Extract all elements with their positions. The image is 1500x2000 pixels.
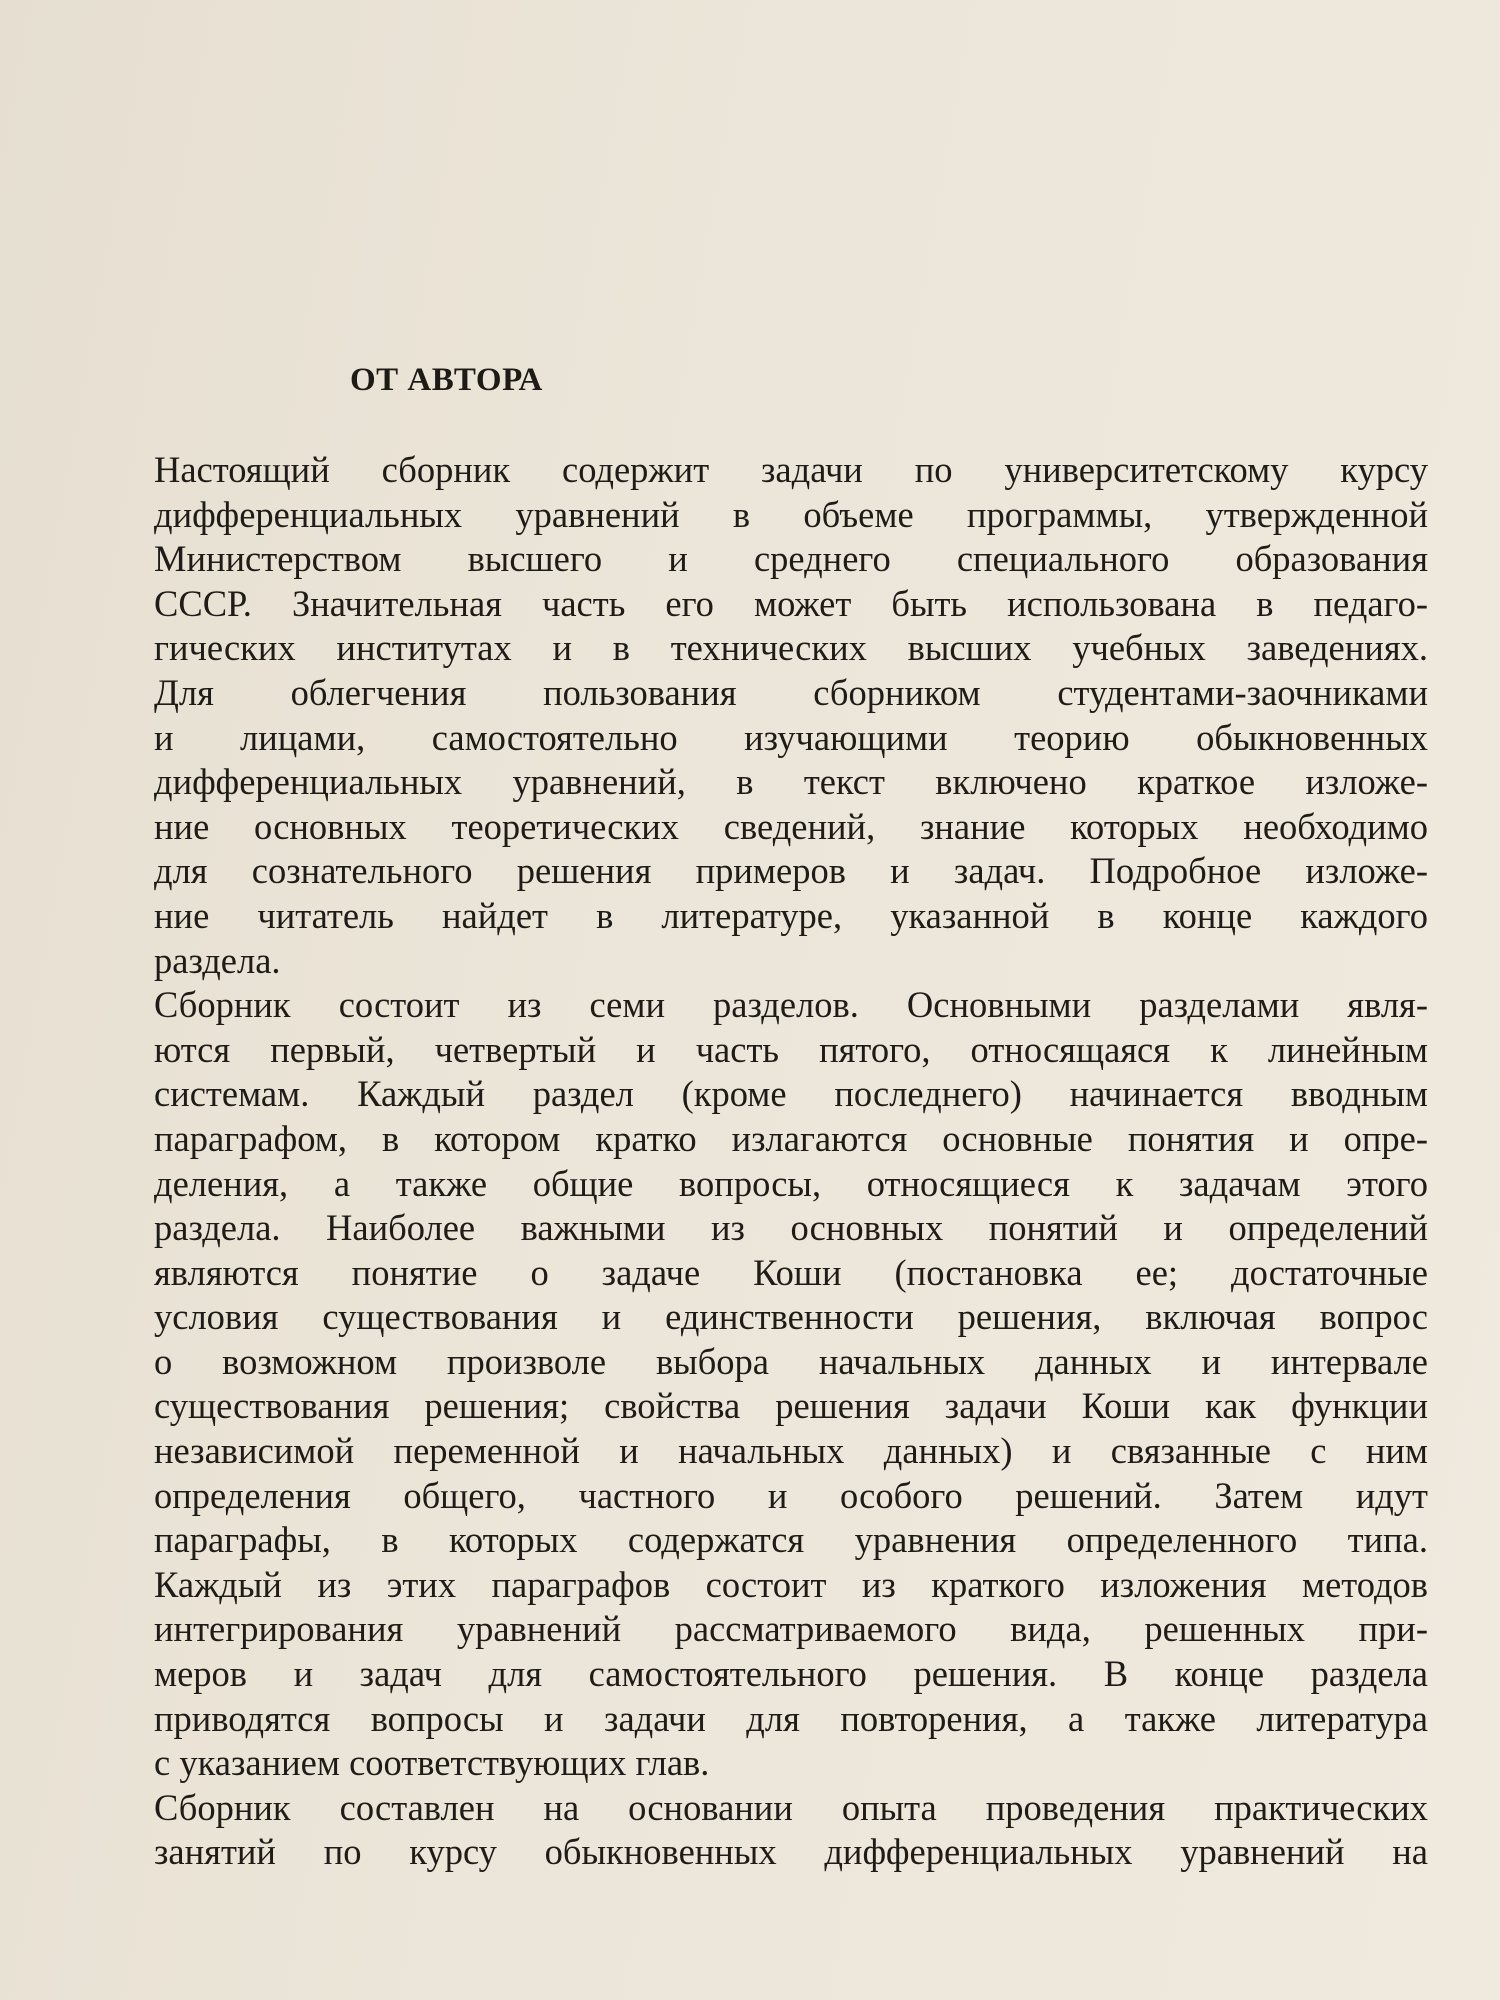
text-line: существования решения; свойства решения задачи Коши как функции <box>154 1385 1428 1427</box>
text-line: системам. Каждый раздел (кроме последнего) начинается вводным <box>154 1073 1428 1115</box>
text-line: ние основных теоретических сведений, знание которых необходимо <box>154 805 1428 847</box>
text-line: СССР. Значительная часть его может быть использована в педаго- <box>154 582 1428 624</box>
text-line: являются понятие о задаче Коши (постановка ее; достаточные <box>154 1251 1428 1293</box>
text-line: условия существования и единственности решения, включая вопрос <box>154 1296 1428 1338</box>
text-line: Сборник составлен на основании опыта проведения практических <box>154 1786 1428 1828</box>
paragraph <box>88 983 1428 1786</box>
text-line: и лицами, самостоятельно изучающими теорию обыкновенных <box>154 716 1428 758</box>
text-line: интегрирования уравнений рассматриваемого вида, решенных при- <box>154 1608 1428 1650</box>
body-text <box>88 448 1428 1875</box>
text-line: раздела. <box>154 939 281 981</box>
paragraph <box>88 671 1428 983</box>
text-line: ются первый, четвертый и часть пятого, относящаяся к линейным <box>154 1028 1428 1070</box>
text-line: для сознательного решения примеров и задач. Подробное изложе- <box>154 850 1428 892</box>
text-line: ние читатель найдет в литературе, указанной в конце каждого <box>154 894 1428 936</box>
text-line: независимой переменной и начальных данных) и связанные с ним <box>154 1430 1428 1472</box>
text-line: занятий по курсу обыкновенных дифференциальных уравнений на <box>154 1831 1428 1873</box>
text-line: параграфы, в которых содержатся уравнения определенного типа. <box>154 1519 1428 1561</box>
text-line: Для облегчения пользования сборником студентами-заочниками <box>154 671 1428 713</box>
text-line: гических институтах и в технических высших учебных заведениях. <box>154 627 1428 669</box>
section-heading: ОТ АВТОРА <box>350 362 543 398</box>
text-line: определения общего, частного и особого решений. Затем идут <box>154 1474 1428 1516</box>
text-line: приводятся вопросы и задачи для повторения, а также литература <box>154 1697 1428 1739</box>
text-line: параграфом, в котором кратко излагаются основные понятия и опре- <box>154 1117 1428 1159</box>
text-line: о возможном произволе выбора начальных данных и интервале <box>154 1340 1428 1382</box>
paragraph <box>88 1786 1428 1875</box>
text-line: Настоящий сборник содержит задачи по университетскому курсу <box>154 449 1428 490</box>
paragraph <box>88 448 1428 671</box>
text-line: Министерством высшего и среднего специального образования <box>154 538 1428 580</box>
text-line: дифференциальных уравнений в объеме программы, утвержденной <box>154 493 1428 535</box>
text-line: меров и задач для самостоятельного решения. В конце раздела <box>154 1653 1428 1695</box>
text-line: деления, а также общие вопросы, относящиеся к задачам этого <box>154 1162 1428 1204</box>
text-line: с указанием соответствующих глав. <box>154 1742 710 1784</box>
text-line: дифференциальных уравнений, в текст включено краткое изложе- <box>154 761 1428 803</box>
text-line: Каждый из этих параграфов состоит из краткого изложения методов <box>154 1563 1428 1605</box>
text-line: Сборник состоит из семи разделов. Основными разделами явля- <box>154 984 1428 1026</box>
text-line: раздела. Наиболее важными из основных понятий и определений <box>154 1207 1428 1249</box>
